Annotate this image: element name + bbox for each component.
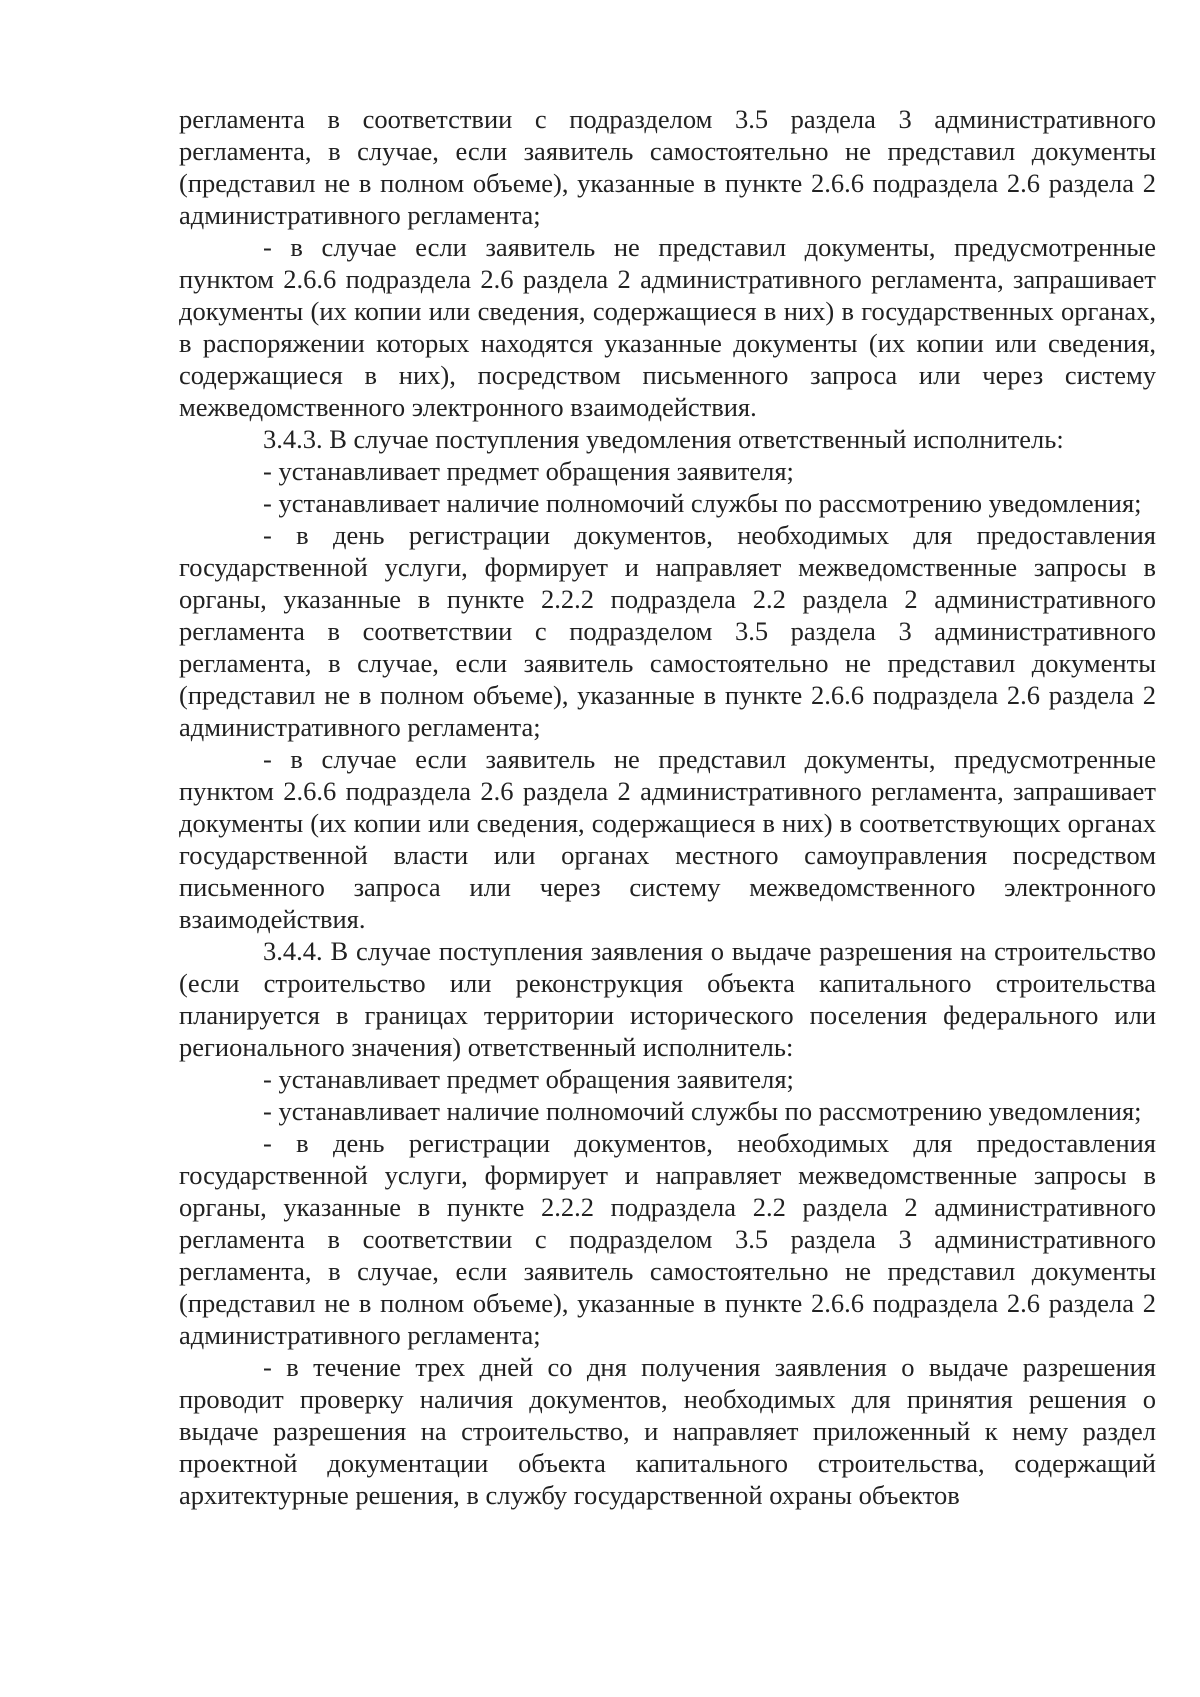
paragraph-section-3-4-3-heading: 3.4.3. В случае поступления уведомления ответственный исполнитель: xyxy=(263,424,1064,454)
paragraph-interagency-requests-2: - в день регистрации документов, необходимых для предоставления государственной услуги, формирует и направляет межведомственные запросы в органы, указанные в пункте 2.2.2 подраздела 2.2 раздела 2 административного регламента в соответствии с подразделом 3.5 раздела 3 административного регламента, в случае, если заявитель самостоятельно не представил документы (представил не в полном объеме), указанные в пункте 2.6.6 подраздела 2.6 раздела 2 административного регламента; xyxy=(179,1128,1156,1350)
paragraph-regulation-continuation: регламента в соответствии с подразделом 3.5 раздела 3 административного регламента, в случае, если заявитель самостоятельно не представил документы (представил не в полном объеме), указанные в пункте 2.6.6 подраздела 2.6 раздела 2 административного регламента; xyxy=(179,104,1156,230)
paragraph-interagency-requests: - в день регистрации документов, необходимых для предоставления государственной услуги, формирует и направляет межведомственные запросы в органы, указанные в пункте 2.2.2 подраздела 2.2 раздела 2 административного регламента в соответствии с подразделом 3.5 раздела 3 административного регламента, в случае, если заявитель самостоятельно не представил документы (представил не в полном объеме), указанные в пункте 2.6.6 подраздела 2.6 раздела 2 административного регламента; xyxy=(179,520,1156,742)
paragraph-establish-authority-2: - устанавливает наличие полномочий службы по рассмотрению уведомления; xyxy=(263,1096,1142,1126)
paragraph-establish-subject-2: - устанавливает предмет обращения заявителя; xyxy=(263,1064,794,1094)
document-body xyxy=(179,103,1156,1511)
paragraph-three-days-check: - в течение трех дней со дня получения заявления о выдаче разрешения проводит проверку наличия документов, необходимых для принятия решения о выдаче разрешения на строительство, и направляет приложенный к нему раздел проектной документации объекта капитального строительства, содержащий архитектурные решения, в службу государственной охраны объектов xyxy=(179,1352,1156,1510)
paragraph-request-state-bodies: - в случае если заявитель не представил документы, предусмотренные пунктом 2.6.6 подраздела 2.6 раздела 2 административного регламента, запрашивает документы (их копии или сведения, содержащиеся в них) в государственных органах, в распоряжении которых находятся указанные документы (их копии или сведения, содержащиеся в них), посредством письменного запроса или через систему межведомственного электронного взаимодействия. xyxy=(179,232,1156,422)
paragraph-establish-subject: - устанавливает предмет обращения заявителя; xyxy=(263,456,794,486)
paragraph-section-3-4-4-heading: 3.4.4. В случае поступления заявления о выдаче разрешения на строительство (если строительство или реконструкция объекта капитального строительства планируется в границах территории исторического поселения федерального или регионального значения) ответственный исполнитель: xyxy=(179,936,1156,1062)
paragraph-establish-authority: - устанавливает наличие полномочий службы по рассмотрению уведомления; xyxy=(263,488,1142,518)
paragraph-request-local-bodies: - в случае если заявитель не представил документы, предусмотренные пунктом 2.6.6 подраздела 2.6 раздела 2 административного регламента, запрашивает документы (их копии или сведения, содержащиеся в них) в соответствующих органах государственной власти или органах местного самоуправления посредством письменного запроса или через систему межведомственного электронного взаимодействия. xyxy=(179,744,1156,934)
